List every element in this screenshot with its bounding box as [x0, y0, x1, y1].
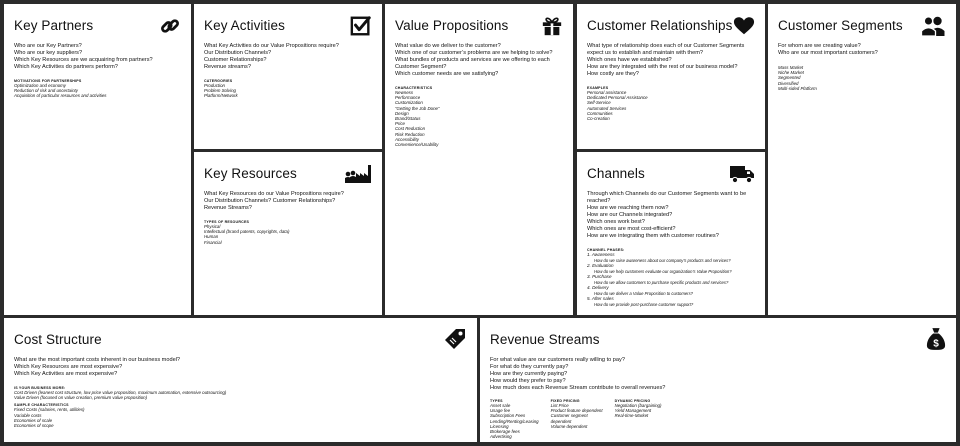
- people-icon: [920, 15, 946, 37]
- revenue-streams-block: [480, 318, 956, 442]
- list-item: List Price: [550, 403, 569, 408]
- list-item: Design: [395, 110, 409, 116]
- list-item: Problem Solving: [204, 88, 236, 94]
- heart-icon: [733, 15, 755, 37]
- fixed-pricing-column: [551, 399, 603, 439]
- link-icon: [159, 15, 181, 37]
- question: Which ones are most cost-efficient?: [587, 226, 676, 232]
- question: What Key Resources do our Value Propositions require?: [204, 191, 344, 197]
- value-propositions-block: [385, 4, 573, 315]
- key-resources-block: [194, 152, 382, 315]
- phase-description: How do we allow customers to purchase specific products and services?: [594, 279, 729, 285]
- question: Who are our most important customers?: [778, 50, 878, 56]
- list-item: Brokerage fees: [490, 429, 520, 435]
- list-item: Reduction of risk and uncertainty: [14, 88, 78, 94]
- list-item: Subscription Fees: [490, 413, 526, 419]
- list-item: Volume dependent: [550, 423, 588, 429]
- block-title: Value Propositions: [395, 18, 509, 33]
- list-item: Dedicated Personal Assistance: [587, 95, 648, 101]
- list-item: Cost Reduction: [395, 126, 426, 132]
- block-title: Key Resources: [204, 166, 297, 181]
- list-item: Fixed Costs (salaries, rents, utilities): [14, 407, 85, 413]
- list-item: Newness: [395, 90, 414, 95]
- question: How would they prefer to pay?: [490, 378, 566, 384]
- block-title: Customer Segments: [778, 18, 903, 33]
- question: For what value are our customers really willing to pay?: [490, 357, 625, 363]
- list-item: Accessibility: [395, 136, 419, 142]
- question: How are they currently paying?: [490, 371, 568, 377]
- question: Our Distribution Channels? Customer Relationships?: [204, 198, 336, 204]
- factory-workers-icon: [344, 161, 374, 185]
- question: Which Key Activities do partners perform?: [14, 64, 118, 70]
- list-item: Negotiation (bargaining): [614, 403, 662, 408]
- customer-segments-block: [768, 4, 956, 315]
- list-item: Automated Services: [587, 105, 627, 111]
- phase-name: 1. Awareness: [587, 252, 615, 257]
- section-title: EXAMPLES: [587, 86, 609, 90]
- key-activities-block: [194, 4, 382, 149]
- list-item: Multi-sided Platform: [778, 85, 817, 91]
- phase-description: How do we provide post-purchase customer support?: [594, 301, 694, 307]
- section-title: CHANNEL PHASES:: [587, 248, 625, 252]
- question: Our Distribution Channels?: [204, 50, 272, 56]
- block-title: Key Partners: [14, 18, 94, 33]
- list-item: Platform/Network: [204, 93, 238, 99]
- list-item: Real-time-Market: [614, 413, 649, 419]
- question: Which Key Activities are most expensive?: [14, 371, 118, 377]
- section-title: CHARACTERISTICS: [395, 86, 433, 90]
- section-title: IS YOUR BUSINESS MORE:: [14, 386, 66, 390]
- question: What type of relationship does each of our Customer Segments expect us to establish and maintain with them?: [587, 43, 745, 56]
- question: How are they integrated with the rest of our business model?: [587, 64, 738, 70]
- list-item: Lending/Renting/Leasing: [490, 418, 539, 424]
- list-item: Communities: [587, 110, 613, 116]
- question: Which ones work best?: [587, 219, 645, 225]
- question: What are the most important costs inherent in our business model?: [14, 357, 181, 363]
- question: What value do we deliver to the customer?: [395, 43, 501, 49]
- section-title: TYPES: [490, 399, 503, 403]
- block-title: Customer Relationships: [587, 18, 733, 33]
- gift-icon: [541, 15, 563, 37]
- block-title: Channels: [587, 166, 645, 181]
- list-item: Production: [204, 83, 225, 88]
- list-item: Mass Market: [778, 65, 804, 70]
- section-title: MOTIVATIONS FOR PARTNERSHIPS: [14, 79, 82, 83]
- list-item: Brand/Status: [395, 116, 421, 122]
- question: Revenue Streams?: [204, 205, 252, 211]
- list-item: Optimization and economy: [14, 83, 66, 88]
- question: Which customer needs are we satisfying?: [395, 71, 499, 77]
- question: Revenue streams?: [204, 64, 251, 70]
- checkbox-icon: [350, 15, 372, 37]
- list-item: Product feature dependent: [550, 408, 603, 414]
- list-item: Economies of scope: [14, 423, 54, 429]
- list-item: Value Driven (focused on value creation, premium value proposition): [14, 395, 148, 401]
- phase-name: 3. Purchase: [587, 274, 612, 279]
- block-title: Key Activities: [204, 18, 285, 33]
- list-item: Convenience/Usability: [395, 142, 439, 148]
- list-item: Niche Market: [778, 70, 804, 76]
- phase-name: 4. Delivery: [587, 285, 609, 290]
- list-item: Risk Reduction: [395, 131, 425, 137]
- phase-description: How do we raise awareness about our company’s products and services?: [594, 257, 731, 263]
- list-item: Diversified: [778, 80, 799, 86]
- svg-text:$: $: [933, 338, 939, 350]
- question: How are we reaching them now?: [587, 205, 669, 211]
- question: Which ones have we established?: [587, 57, 672, 63]
- question: Which one of our customer’s problems are we helping to solve?: [395, 50, 553, 56]
- list-item: Asset sale: [490, 403, 511, 408]
- question: Who are our Key Partners?: [14, 43, 82, 49]
- phase-description: How do we help customers evaluate our organization’s Value Proposition?: [594, 268, 732, 274]
- block-title: Revenue Streams: [490, 332, 600, 347]
- list-item: Physical: [204, 224, 221, 229]
- list-item: Self-Service: [587, 100, 611, 106]
- block-title: Cost Structure: [14, 332, 102, 347]
- money-bag-icon: [926, 327, 946, 351]
- list-item: Economies of scale: [14, 417, 53, 423]
- question: Which Key Resources are we acquairing from partners?: [14, 57, 153, 63]
- list-item: Price: [395, 121, 406, 127]
- list-item: Performance: [395, 95, 421, 101]
- list-item: Financial: [204, 239, 222, 245]
- list-item: Customer segment: [550, 413, 588, 419]
- list-item: Yield Management: [614, 408, 652, 414]
- list-item: Usage fee: [490, 408, 511, 414]
- question: Who are our key suppliers?: [14, 50, 83, 56]
- question: How much does each Revenue Stream contribute to overall revenues?: [490, 385, 666, 391]
- phase-name: 2. Evaluation: [587, 263, 614, 268]
- list-item: Intellectual (brand patents, copyrights, data): [204, 229, 290, 235]
- section-title: SAMPLE CHARACTERISTICS: [14, 403, 69, 408]
- list-item: Cost Driven (leanest cost structure, low price value proposition, maximum automation, extensive outsourcing): [14, 390, 227, 395]
- truck-icon: [729, 163, 755, 185]
- list-item: Variable costs: [14, 412, 42, 418]
- list-item: Advertising: [490, 434, 512, 440]
- section-title: FIXED PRICING: [550, 399, 580, 403]
- question: For whom are we creating value?: [778, 43, 861, 49]
- customer-relationships-block: [577, 4, 765, 149]
- list-item: Human: [204, 234, 219, 240]
- cost-structure-block: [4, 318, 477, 442]
- question: Customer Relationships?: [204, 57, 267, 63]
- phase-description: How do we deliver a Value Proposition to customers?: [594, 290, 693, 296]
- list-item: Acquisition of particular resources and activities: [14, 93, 107, 99]
- channels-block: [577, 152, 765, 315]
- question: What bundles of products and services are we offering to each Customer Segment?: [395, 57, 550, 70]
- question: Through which Channels do our Customer Segments want to be reached?: [587, 191, 747, 204]
- dynamic-pricing-column: [615, 399, 662, 439]
- section-title: TYPES OF RESOURCES: [204, 220, 250, 224]
- list-item: Customization: [395, 100, 423, 106]
- list-item: “Getting the Job Done”: [395, 105, 440, 111]
- question: How are our Channels integrated?: [587, 212, 673, 218]
- revenue-types-column: [490, 399, 539, 439]
- phase-name: 5. After sales: [587, 296, 614, 301]
- list-item: dependent: [550, 418, 572, 424]
- key-partners-block: [4, 4, 191, 315]
- section-title: DYNAMIC PRICING: [614, 399, 651, 403]
- question: What Key Activities do our Value Propositions require?: [204, 43, 339, 49]
- list-item: Segmented: [778, 75, 801, 81]
- list-item: Co-creation: [587, 116, 610, 122]
- question: How are we integrating them with customer routines?: [587, 233, 719, 239]
- price-tag-icon: [443, 327, 467, 351]
- section-title: CATERGORIES: [204, 79, 233, 83]
- question: For what do they currently pay?: [490, 364, 569, 370]
- question: Which Key Resources are most expensive?: [14, 364, 123, 370]
- list-item: Personal assistance: [587, 90, 627, 95]
- question: How costly are they?: [587, 71, 639, 77]
- list-item: Licensing: [490, 423, 509, 429]
